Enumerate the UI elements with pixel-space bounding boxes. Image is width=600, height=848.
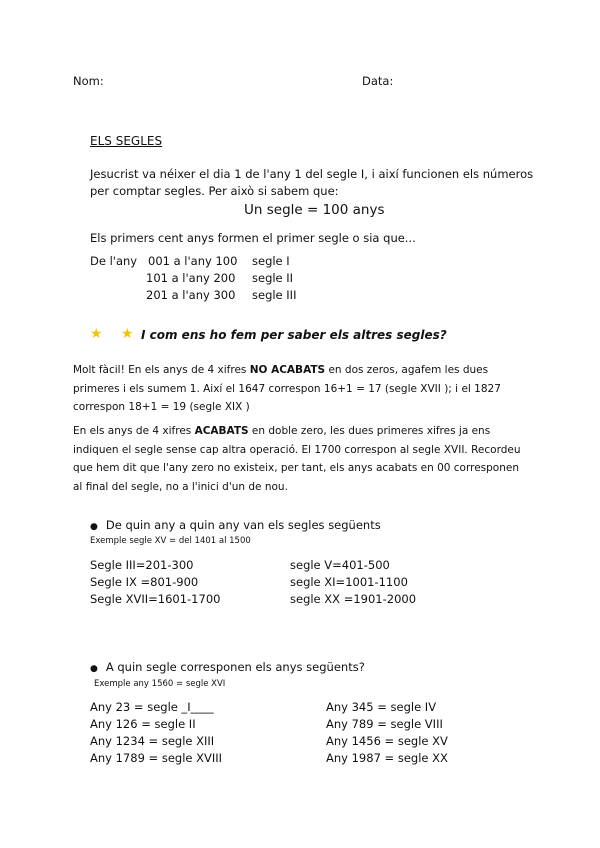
intro-line-2: per comptar segles. Per això si sabem que:	[90, 184, 339, 198]
table-row-2-range: 101 a l'any 200	[146, 271, 236, 285]
exercise-1-right-3: segle XX =1901-2000	[290, 592, 417, 606]
table-row-2-segle: segle II	[252, 271, 294, 285]
star-icon: ★	[121, 326, 134, 342]
exercise-2-left-2: Any 126 = segle II	[90, 717, 196, 731]
bullet-icon: ●	[90, 664, 98, 674]
exercise-1-question	[90, 518, 381, 532]
exercise-1-left-1: Segle III=201-300	[90, 558, 194, 572]
intro-line-1: Jesucrist va néixer el dia 1 de l'any 1 del segle I, i així funcionen els números	[90, 167, 534, 181]
table-row-1-range: 001 a l'any 100	[148, 254, 238, 268]
formula: Un segle = 100 anys	[244, 202, 385, 218]
exercise-2-right-4: Any 1987 = segle XX	[326, 751, 448, 765]
exercise-2-right-1: Any 345 = segle IV	[326, 700, 437, 714]
paragraph-2	[73, 422, 531, 496]
exercise-1-question-text: De quin any a quin any van els segles següents	[105, 518, 381, 532]
question-heading: I com ens ho fem per saber els altres segles?	[141, 328, 447, 342]
table-row-1-segle: segle I	[252, 254, 290, 268]
exercise-2-right-3: Any 1456 = segle XV	[326, 734, 448, 748]
bullet-icon: ●	[90, 522, 98, 532]
exercise-1-example: Exemple segle XV = del 1401 al 1500	[90, 536, 251, 546]
paragraph-2-text-b: en doble zero, les dues primeres xifres ja ens indiquen el segle sense cap altra operació. El 1700 correspon al segle XVII. Recordeu que hem dit que l'any zero no existeix, per tant, els anys acabats en 00 corresponen al final del segle, no a l'inici d'un de nou.	[73, 425, 521, 493]
star-icon: ★	[90, 326, 103, 342]
table-row-3-range: 201 a l'any 300	[146, 288, 236, 302]
page-title: ELS SEGLES	[90, 134, 163, 148]
paragraph-1	[73, 361, 531, 417]
paragraph-1-bold: NO ACABATS	[249, 364, 326, 376]
paragraph-1-text-a: Molt fàcil! En els anys de 4 xifres	[73, 364, 250, 376]
exercise-2-question-text: A quin segle corresponen els anys següents?	[105, 660, 365, 674]
exercise-2-example: Exemple any 1560 = segle XVI	[94, 679, 226, 689]
paragraph-1-text-b: en dos zeros, agafem les dues primeres i els sumem 1. Així el 1647 correspon 16+1 = 17 (segle XVII ); i el 1827 correspon 18+1 = 19 (segle XIX )	[73, 364, 501, 413]
exercise-1-right-1: segle V=401-500	[290, 558, 390, 572]
exercise-2-right-2: Any 789 = segle VIII	[326, 717, 443, 731]
paragraph-2-text-a: En els anys de 4 xifres	[73, 425, 195, 437]
table-prefix: De l'any	[90, 254, 138, 268]
intro-line-3: Els primers cent anys formen el primer segle o sia que...	[90, 231, 416, 245]
data-label: Data:	[362, 74, 394, 88]
exercise-2-left-1: Any 23 = segle _I____	[90, 700, 214, 714]
exercise-2-left-4: Any 1789 = segle XVIII	[90, 751, 223, 765]
exercise-1-left-2: Segle IX =801-900	[90, 575, 199, 589]
exercise-2-left-3: Any 1234 = segle XIII	[90, 734, 215, 748]
table-row-3-segle: segle III	[252, 288, 297, 302]
nom-label: Nom:	[73, 74, 104, 88]
paragraph-2-bold: ACABATS	[194, 425, 249, 437]
exercise-1-right-2: segle XI=1001-1100	[290, 575, 408, 589]
exercise-2-question	[90, 660, 365, 674]
exercise-1-left-3: Segle XVII=1601-1700	[90, 592, 221, 606]
